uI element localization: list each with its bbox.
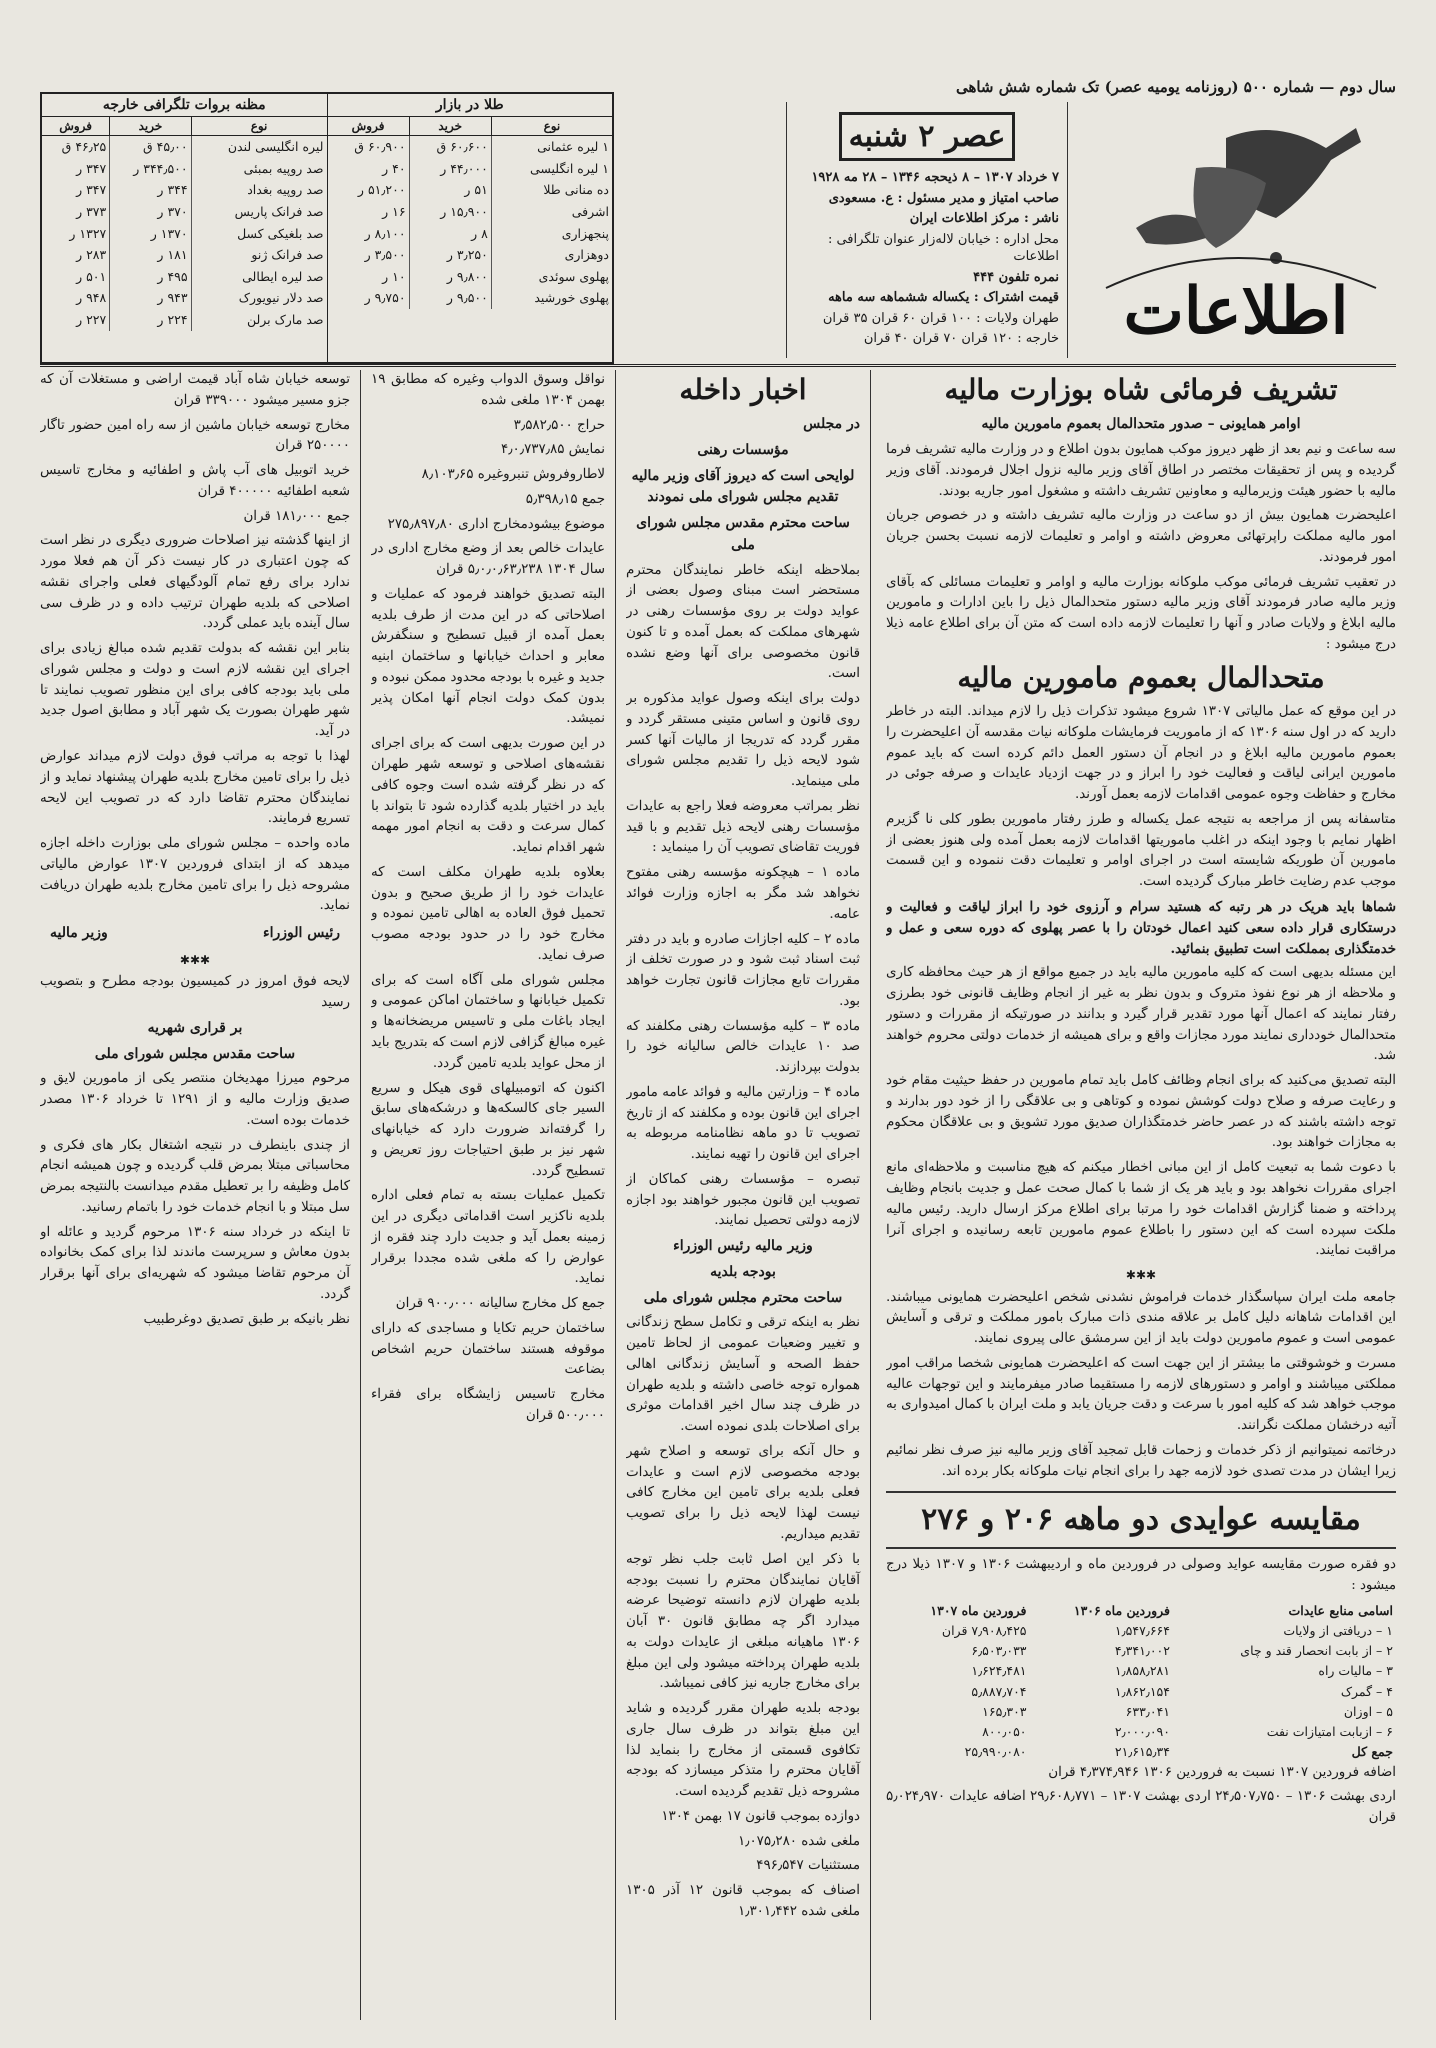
paragraph: جمع کل مخارج سالیانه ۹۰۰٫۰۰۰ قران bbox=[395, 1296, 605, 1312]
cell: ۳٫۲۵۰ ر bbox=[409, 244, 491, 266]
subhead-royal-orders: اوامر همایونی – صدور متحدالمال بعموم مامورین مالیه bbox=[981, 416, 1301, 433]
gold-header-sell: فروش bbox=[328, 117, 410, 136]
table-row bbox=[42, 266, 327, 288]
cell: ۴۵٫۰۰ ق bbox=[110, 136, 191, 158]
paragraph: دوازده بموجب قانون ۱۷ بهمن ۱۳۰۴ bbox=[661, 1808, 860, 1824]
paragraph: تکمیل عملیات بسته به تمام فعلی اداره بلدیه ناکزیر است اقداماتی دیگری در این زمینه بعمل آید و جدیت دارد چند فقره از عوارض را که ملغی شده مجددا برقرار نماید. bbox=[371, 1188, 605, 1287]
paragraph: در این موقع که عمل مالیاتی ۱۳۰۷ شروع میشود تذکرات ذیل را لازم میداند. البته در خاطر دارید که در اول سنه ۱۳۰۶ که از ماموریت فرمایشات ملوکانه نیات مقدسه آن اعلیحضرت را بعموم مامورین مالیه ابلاغ و در انجام آن دستور العمل دائم کرده است که باید عموم مامورین ایرانی لیاقت و فعالیت خود را ابراز و در جهت ازدیاد عایدات و صرفه جوئی در مخارج و حفاظت وجوه عمومی اقدامات لازمه بعمل آورند. bbox=[886, 704, 1396, 803]
paragraph: خرید اتوبیل های آب پاش و اطفائیه و مخارج تاسیس شعبه اطفائیه ۴۰۰۰۰۰ قران bbox=[40, 463, 350, 499]
subhead: لوایحی است که دیروز آقای وزیر مالیه تقدیم مجلس شورای ملی نمودند bbox=[631, 467, 855, 506]
paragraph: ماده ۲ – کلیه اجازات صادره و باید در دفتر ثبت اسناد ثبت شود و در صورت تخلف از مقررات تابع مجازات قانون تجارت خواهد بود. bbox=[626, 931, 860, 1009]
cell: ۹٫۷۵۰ ر bbox=[364, 290, 406, 306]
gold-table-title: طلا در بازار bbox=[328, 94, 613, 117]
cell: اسامی منابع عایدات bbox=[1288, 1602, 1393, 1618]
cell: ۹۴۳ ر bbox=[110, 287, 191, 309]
table-row bbox=[42, 179, 327, 201]
cell: ۸٫۱۰۰ ر bbox=[364, 225, 406, 241]
cell: ۱٫۸۶۲٫۱۵۴ bbox=[1114, 1683, 1170, 1699]
cell: لیره انگلیسی لندن bbox=[191, 136, 326, 158]
cell: ۱۵٫۹۰۰ ر bbox=[409, 201, 491, 223]
cell: ۱ لیره عثمانی bbox=[491, 136, 612, 158]
paragraph: با ذکر این اصل ثابت جلب نظر توجه آقایان نمایندگان محترم را نسبت بودجه بلدیه طهران لازم دانسته توضیحا عرضه میدارد اگر چه مطابق قانون ۳۰ آبان ۱۳۰۶ ماهیانه مبلغی از عایدات دولت به بلدیه طهران پرداخته میشود ولی این مبلغ برای مخارج جاریه نیز کافی نمیباشد. bbox=[626, 1551, 860, 1692]
paragraph: تبصره – مؤسسات رهنی کماکان از تصویب این قانون مجبور خواهند بود اجازه لازمه دولتی تحصیل نمایند. bbox=[626, 1171, 860, 1229]
cell: جمع کل bbox=[1351, 1744, 1393, 1760]
subhead: بر قراری شهریه bbox=[147, 1019, 243, 1036]
paragraph: تا اینکه در خرداد سنه ۱۳۰۶ مرحوم گردید و عائله او بدون معاش و سرپرست ماندند لذا برای کمک بخانواده آن مرحوم تقاضا میشود که شهریه‌ای برای آنها برقرار گردد. bbox=[40, 1224, 350, 1302]
table-row bbox=[42, 136, 327, 158]
newspaper-logo bbox=[1076, 108, 1396, 358]
paragraph: جمع ۵٫۳۹۸٫۱۵ bbox=[525, 491, 605, 507]
phone-line: نمره تلفون ۴۴۴ bbox=[973, 269, 1059, 285]
cell: ۵ – اوزان bbox=[1343, 1703, 1393, 1719]
paragraph: البته تصدیق می‌کنید که برای انجام وظائف کامل باید تمام مامورین در حفظ حیثیت مقام خود و رعایت صرفه و صلاح دولت کوشش نموده و کوتاهی و بی علاقگی را از خود دور بدارند و توجه داشته باشند که در عصر حاضر خدمتگذاران صدیق مورد تشویق و بی علاقگان محکوم به مجازات خواهند بود. bbox=[886, 1073, 1396, 1151]
day-label: عصر ۲ شنبه bbox=[839, 112, 1015, 161]
paragraph: از چندی باینطرف در نتیجه اشتغال بکار های فکری و محاسباتی مبتلا بمرض قلب گردیده و چون همیشه انجام کامل وظیفه را بر تعطیل مقدم میدانست بالنتیجه بمرض سل مبتلا و با انجام خدمات خود را باتمام رسانید. bbox=[40, 1137, 350, 1215]
paragraph: شماها باید هریک در هر رتبه که هستید سرام و آرزوی خود را ابراز لیاقت و فعالیت و درستکاری قرار داده سعی کنید اعمال خودتان را با عصر پهلوی که دوره سعی و عمل و خدمتگذاری بمملکت است تطبیق بنمائید. bbox=[886, 899, 1396, 957]
separator: ✱✱✱ bbox=[179, 952, 211, 967]
table-row bbox=[886, 1641, 1396, 1661]
paragraph: البته تصدیق خواهند فرمود که عملیات و اصلاحاتی که در این مدت از طرف بلدیه بعمل آمده از قبیل تسطیح و سنگفرش معابر و احداث خیابانها و ساختمان ابنیه جدید و غیره با بودجه محدود ممکن نبوده و بدون کمک دولت انجام آنها امکان پذیر نمیشد. bbox=[371, 586, 605, 727]
subscription-abroad: خارجه : ۱۲۰ قران ۷۰ قران ۴۰ قران bbox=[863, 331, 1059, 347]
revenue-table bbox=[886, 1601, 1396, 1763]
cell: ۹٫۸۰۰ ر bbox=[409, 266, 491, 288]
subhead: ساحت مقدس مجلس شورای ملی bbox=[94, 1045, 296, 1062]
cell: ۳۴۴ ر bbox=[110, 179, 191, 201]
table-row bbox=[886, 1742, 1396, 1762]
paragraph: مستثنیات ۴۹۶٫۵۴۷ bbox=[756, 1858, 860, 1874]
cell: ۲۱٫۶۱۵٫۳۴ bbox=[1114, 1744, 1170, 1760]
paragraph: اردی بهشت ۱۳۰۶ – ۲۴٫۵۰۷٫۷۵۰ اردی بهشت ۱۳۰۷ – ۲۹٫۶۰۸٫۷۷۱ اضافه عایدات ۵٫۰۲۴٫۹۷۰ قران bbox=[886, 1789, 1396, 1826]
paragraph: از اینها گذشته نیز اصلاحات ضروری دیگری در نظر است که چون اعتباری در کار نیست ذکر آن هم فعلا مورد ندارد برای رفع تمام آلودگیهای فعلی واجرای نقشه اصلاحی که بلدیه طهران ترتیب داده و در ظرف سی سال آینده باید عملی گردد. bbox=[40, 533, 350, 632]
cell: ۳۷۳ ر bbox=[76, 203, 107, 219]
owner-line: صاحب امتیاز و مدیر مسئول : ع. مسعودی bbox=[828, 190, 1059, 206]
subscription-tehran: طهران ولایات : ۱۰۰ قران ۶۰ قران ۳۵ قران bbox=[822, 310, 1059, 326]
fx-header-buy: خرید bbox=[110, 117, 191, 136]
table-row bbox=[42, 223, 327, 245]
cell: ۸۰۰٫۰۵۰ bbox=[982, 1724, 1027, 1740]
table-row bbox=[328, 179, 613, 201]
table-row bbox=[42, 158, 327, 180]
column-royal-visit bbox=[886, 370, 1396, 2020]
cell: صد بلغیکی کسل bbox=[191, 223, 326, 245]
paragraph: دولت برای اینکه وصول عواید مذکوره بر روی قانون و اساس متینی مستقر گردد و مقرر گردد که تدریجا از مالیات آنها کسر شود لایحه ذیل را تقدیم مجلس شورای ملی مینماید. bbox=[626, 691, 860, 790]
paragraph: موضوع بیشودمخارج اداری ۲۷۵٫۸۹۷٫۸۰ bbox=[387, 516, 605, 532]
cell: ۱۰ ر bbox=[382, 268, 406, 284]
paragraph: متاسفانه پس از مراجعه به نتیجه عمل یکساله و طرز رفتار مامورین بطور کلی نا گزیرم اظهار نمایم با وجود اینکه در اغلب ماموریتها اقدامات لازمه بعمل آمده ولی هنوز بعضی از مامورین آن طوریکه شایسته است در اجرای اوامر و تعلیمات دقت ننموده و این قسمت موجب عدم رضایت خاطر مبارک گردیده است. bbox=[886, 811, 1396, 890]
cell: ۱٫۶۲۴٫۴۸۱ bbox=[971, 1663, 1027, 1679]
paragraph: لایحه فوق امروز در کمیسیون بودجه مطرح و بتصویب رسید bbox=[40, 974, 350, 1011]
paragraph: جمع ۱۸۱٫۰۰۰ قران bbox=[243, 508, 350, 524]
cell: ۴٫۳۴۱٫۰۰۲ bbox=[1114, 1643, 1170, 1659]
gold-header-buy: خرید bbox=[409, 117, 491, 136]
table-row bbox=[328, 266, 613, 288]
paragraph: نمایش ۴٫۰٫۷۳۷٫۸۵ bbox=[501, 442, 605, 458]
date-line: ۷ خرداد ۱۳۰۷ – ۸ ذیحجه ۱۳۴۶ – ۲۸ مه ۱۹۲۸ bbox=[811, 170, 1059, 185]
cell: صد روپیه بغداد bbox=[191, 179, 326, 201]
cell: ۹۴۸ ر bbox=[76, 290, 107, 306]
paragraph: ساختمان حریم تکایا و مساجدی که دارای موقوفه هستند ساختمان حریم اشخاص بضاعت bbox=[371, 1320, 605, 1378]
signature-block bbox=[50, 923, 340, 945]
paragraph: بعلاوه بلدیه طهران مکلف است که عایدات خود را از طریق صحیح و بدون تحمیل فوق العاده به اهالی تامین نموده و مخارج خود را در حدود بودجه مصوب صرف نماید. bbox=[371, 864, 605, 963]
cell: ۴۰ ر bbox=[382, 160, 406, 176]
cell: پهلوی خورشید bbox=[491, 287, 612, 309]
cell: ۶٫۵۰۳٫۰۳۳ bbox=[971, 1643, 1027, 1659]
cell: ۵٫۸۸۷٫۷۰۴ bbox=[971, 1683, 1027, 1699]
cell: ۱٫۵۴۷٫۶۶۴ bbox=[1114, 1622, 1170, 1638]
cell: ۶۰٫۶۰۰ ق bbox=[409, 136, 491, 158]
gold-header-type: نوع bbox=[491, 117, 612, 136]
herald-trumpeter-icon bbox=[1076, 108, 1396, 358]
table-header-row bbox=[886, 1601, 1396, 1621]
subhead: بودجه بلدیه bbox=[710, 1263, 776, 1280]
paragraph: نظر بانیکه بر طبق تصدیق دوغرطبیب bbox=[143, 1311, 350, 1327]
cell: ۱۶ ر bbox=[382, 203, 406, 219]
paragraph: با دعوت شما به تبعیت کامل از این مبانی اخطار میکنم که هیچ مناسبت و ملاحظه‌ای مانع اجرای مقررات نخواهد بود و باید هر یک از شما با کمال صحت عمل و جدیت بانجام وظایف پرداخته و ضمنا گزارش اقدامات خود را مرتبا برای اطلاع مرکز ارسال دارید. رئیس مالیه ملکت سپرده است که این دستور را باطلاع عموم مامورین تابعه رسانیده و اجرای آنرا مراقبت نمایند. bbox=[886, 1160, 1396, 1259]
column-municipal-budget bbox=[371, 370, 616, 2020]
table-row bbox=[328, 223, 613, 245]
publisher-line: ناشر : مرکز اطلاعات ایران bbox=[909, 211, 1059, 227]
table-row bbox=[328, 287, 613, 309]
cell: ۱ – دریافتی از ولایات bbox=[1283, 1622, 1393, 1638]
table-row bbox=[328, 136, 613, 158]
paragraph: ماده ۱ – هیچکونه مؤسسه رهنی مفتوح نخواهد شد مگر به اجازه وزارت فوائد عامه. bbox=[626, 865, 861, 922]
headline-domestic-news: اخبار داخله bbox=[679, 373, 807, 406]
masthead-info bbox=[786, 102, 1068, 358]
paragraph: لاطاروفروش تنبروغیره ۸٫۱۰۳٫۶۵ bbox=[421, 467, 605, 483]
cell: پنجهزاری bbox=[491, 223, 612, 245]
cell: ۲۸۳ ر bbox=[76, 247, 107, 263]
subhead: ساحت محترم مجلس شورای ملی bbox=[643, 1289, 843, 1306]
cell: ۲٫۰۰۰٫۰۹۰ bbox=[1114, 1724, 1170, 1740]
paragraph: اصناف که بموجب قانون ۱۲ آذر ۱۳۰۵ ملغی شده ۱٫۳۰۱٫۴۴۲ bbox=[626, 1883, 860, 1919]
signature: وزیر مالیه رئیس الوزراء bbox=[673, 1238, 813, 1255]
paragraph: نواقل وسوق الدواب وغیره که مطابق ۱۹ بهمن ۱۳۰۴ ملغی شده bbox=[371, 372, 605, 408]
paragraph: اکنون که اتومبیلهای قوی هیکل و سریع السیر جای کالسکه‌ها و درشکه‌های سابق را گرفته‌اند ضرورت دارد که خیابانهای شهر نیز بر طبق احتیاجات روز تعریض و تسطیح گردد. bbox=[371, 1080, 605, 1179]
table-row bbox=[42, 201, 327, 223]
cell: ۳ – مالیات راه bbox=[1318, 1663, 1393, 1679]
cell: ۷٫۹۰۸٫۴۲۵ قران bbox=[941, 1622, 1027, 1638]
cell: ۱۸۱ ر bbox=[110, 244, 191, 266]
cell: ۲ – از بابت انحصار قند و چای bbox=[1240, 1643, 1393, 1659]
logo-text: اطلاعات bbox=[1123, 274, 1349, 349]
headline-circular: متحدالمال بعموم مامورین مالیه bbox=[957, 660, 1325, 694]
signature-right: رئیس الوزراء bbox=[263, 925, 340, 942]
table-row bbox=[886, 1702, 1396, 1722]
headline-revenue-comparison: مقایسه عوایدی دو ماهه ۲۰۶ و ۲۷۶ bbox=[886, 1491, 1396, 1550]
paragraph: درخاتمه نمیتوانیم از ذکر خدمات و زحمات قابل تمجید آقای وزیر مالیه نیز صرف نظر نمائیم زیرا ایشان در مدت تصدی خود لازمه جهد را برای انجام نیات ملوکانه بکار برده اند. bbox=[886, 1442, 1396, 1479]
cell: ۹٫۵۰۰ ر bbox=[409, 287, 491, 309]
issue-info: سال دوم — شماره ۵۰۰ (روزنامه یومیه عصر) تک شماره شش شاهی bbox=[955, 78, 1396, 96]
fx-header-sell: فروش bbox=[42, 117, 110, 136]
paragraph: مخارج توسعه خیابان ماشین از سه راه امین حضور تاگار ۲۵۰۰۰۰ قران bbox=[40, 417, 350, 454]
cell: ۴۴٫۰۰۰ ر bbox=[409, 158, 491, 180]
paragraph: جامعه ملت ایران سپاسگذار خدمات فراموش نشدنی شخص اعلیحضرت همایونی میباشند. این اقدامات شاهانه دلیل کامل بر علاقه مندی ذات مبارک بامور مملکت و ترقی و آسایش عمومی است و عموم مامورین دولت باید از این سرمشق عالی پیروی نمایند. bbox=[886, 1289, 1396, 1347]
table-row bbox=[886, 1722, 1396, 1742]
table-row bbox=[328, 244, 613, 266]
cell: اشرفی bbox=[491, 201, 612, 223]
cell: ۱۳۲۷ ر bbox=[69, 225, 107, 241]
cell: صد مارک برلن bbox=[191, 309, 326, 331]
table-row bbox=[328, 158, 613, 180]
table-row bbox=[886, 1682, 1396, 1702]
signature-left: وزیر مالیه bbox=[50, 925, 108, 942]
column-city-works bbox=[40, 370, 361, 2020]
masthead bbox=[40, 82, 1396, 367]
paragraph: ماده واحده – مجلس شورای ملی بوزارت داخله اجازه میدهد که از ابتدای فروردین ۱۳۰۷ عوارض مالیاتی مشروحه ذیل را برای تامین مخارج بلدیه طهران دریافت نماید. bbox=[40, 836, 351, 914]
cell: صد دلار نیویورک bbox=[191, 287, 326, 309]
cell: ۱۳۷۰ ر bbox=[110, 223, 191, 245]
cell: فروردین ماه ۱۳۰۷ bbox=[930, 1602, 1027, 1618]
cell: ۲۲۴ ر bbox=[110, 309, 191, 331]
cell: ۳۷۰ ر bbox=[110, 201, 191, 223]
cell: ۳۴۷ ر bbox=[76, 160, 107, 176]
paragraph: اضافه فروردین ۱۳۰۷ نسبت به فروردین ۱۳۰۶ ۴٫۳۷۴٫۹۴۶ قران bbox=[1048, 1764, 1396, 1780]
paragraph: ماده ۴ – وزارتین مالیه و فوائد عامه مامور اجرای این قانون بوده و مکلفند که از تاریخ تصویب تا دو ماهه نظامنامه مربوطه به اجرای این قانون را تهیه نمایند. bbox=[626, 1084, 860, 1163]
paragraph: این مسئله بدیهی است که کلیه مامورین مالیه باید در جمیع مواقع از هر حیث محافظه کاری و ملاحظه از هر نوع نفوذ متروک و بدون نظر به غیر از انجام وظایف قانونی خود بطرزی رفتار نمایند که اعمال آنها مورد تقدیر قرار گیرد و بدانند در صورتیکه از مقررات و دستور متحدالمال خودداری نمایند مورد مجازات واقع و برای همیشه از خدمات دولتی محروم خواهند شد. bbox=[886, 965, 1396, 1064]
cell: دوهزاری bbox=[491, 244, 612, 266]
cell: ۴ – گمرک bbox=[1340, 1683, 1393, 1699]
paragraph: و حال آنکه برای توسعه و اصلاح شهر بودجه مخصوصی لازم است و عایدات فعلی بلدیه برای تامین این مخارج کافی نیست لهذا لایحه ذیل را برای تصویب تقدیم میداریم. bbox=[626, 1443, 860, 1542]
subhead: مؤسسات رهنی bbox=[697, 442, 789, 459]
cell: ۴۶٫۲۵ ق bbox=[61, 139, 107, 154]
paragraph: بنابر این نقشه که بدولت تقدیم شده مبالغ زیادی برای اجرای این نقشه لازم است و دولت و مجلس شورای ملی باید بودجه کافی برای این منظور تصویب نمایند تا شهر طهران بصورت یک شهر آباد و مطابق اصول جدید در آید. bbox=[40, 641, 350, 740]
paragraph: توسعه خیابان شاه آباد قیمت اراضی و مستغلات آن که جزو مسیر میشود ۳۳۹۰۰۰ قران bbox=[40, 372, 350, 408]
paragraph: ماده ۳ – کلیه مؤسسات رهنی مکلفند که صد ۱۰ عایدات خالص سالیانه خود را بدولت بپردازند. bbox=[626, 1018, 860, 1076]
paragraph: بملاحظه اینکه خاطر نمایندگان محترم مستحضر است مبنای وصول بعضی از عواید دولت بر روی مؤسسات رهنی در شهرهای مملکت که بعمل آمده و تا کنون قانون مخصوصی برای آنها وضع نشده است. bbox=[626, 562, 860, 682]
cell: صد فرانک پاریس bbox=[191, 201, 326, 223]
table-row bbox=[42, 244, 327, 266]
fx-table-title: مظنه بروات تلگرافی خارجه bbox=[42, 94, 327, 117]
column-domestic-news bbox=[626, 370, 871, 2020]
paragraph: در تعقیب تشریف فرمائی موکب ملوکانه بوزارت مالیه و اوامر و تعلیمات مسائلی که بآقای وزیر مالیه صادر فرمودند آقای وزیر مالیه دستور متحدالمال ذیل را باین ادارات و مامورین مالیه ابلاغ و ولایات صادر و آنها را تعلیمات لازمه داده است که متن آن برای اطلاع عامه ذیلا درج میشود : bbox=[886, 574, 1396, 652]
paragraph: مخارج تاسیس زایشگاه برای فقراء ۵۰۰٫۰۰۰ قران bbox=[371, 1387, 605, 1423]
cell: ۳٫۵۰۰ ر bbox=[364, 247, 406, 263]
paragraph: ملغی شده ۱٫۰۷۵٫۲۸۰ bbox=[737, 1833, 860, 1849]
cell: ده منانی طلا bbox=[491, 179, 612, 201]
cell: صد روپیه بمبئی bbox=[191, 158, 326, 180]
cell: ۱۶۵٫۳۰۳ bbox=[982, 1703, 1027, 1719]
paragraph: نظر بمراتب معروضه فعلا راجع به عایدات مؤسسات رهنی لایحه ذیل تقدیم و با قید فوریت تقاضای تصویب آن را مینماید : bbox=[626, 798, 860, 856]
cell: ۱٫۸۵۸٫۲۸۱ bbox=[1114, 1663, 1170, 1679]
cell: ۵۰۱ ر bbox=[76, 268, 107, 284]
paragraph: مجلس شورای ملی آگاه است که برای تکمیل خیابانها و ساختمان اماکن عمومی و ایجاد باغات ملی و تاسیس مریضخانه‌ها و غیره مبالغ گزافی لازم است که بتدریج باید از محل عواید بلدیه تامین گردد. bbox=[371, 972, 605, 1071]
paragraph: اعلیحضرت همایون بیش از دو ساعت در وزارت مالیه تشریف داشته و در خصوص جریان امور مالیه مملکت راپرتهائی معروض داشته و اوامر و تعلیمات لازمه نسبت بحسن جریان امور فرمودند. bbox=[886, 508, 1396, 565]
subscription-title: قیمت اشتراک : یکساله ششماهه سه ماهه bbox=[828, 290, 1059, 306]
article-columns bbox=[40, 370, 1396, 2020]
table-row bbox=[886, 1661, 1396, 1681]
cell: ۲۲۷ ر bbox=[76, 312, 107, 327]
cell: ۴۹۵ ر bbox=[110, 266, 191, 288]
cell: صد لیره ایطالی bbox=[191, 266, 326, 288]
subhead: ساحت محترم مقدس مجلس شورای ملی bbox=[636, 515, 850, 553]
cell: صد فرانک ژنو bbox=[191, 244, 326, 266]
cell: ۸ ر bbox=[409, 223, 491, 245]
table-row bbox=[886, 1621, 1396, 1641]
table-row bbox=[328, 201, 613, 223]
paragraph: دو فقره صورت مقایسه عواید وصولی در فروردین ماه و اردیبهشت ۱۳۰۶ و ۱۳۰۷ ذیلا درج میشود : bbox=[886, 1557, 1396, 1593]
gold-table bbox=[327, 94, 613, 362]
cell: ۵۱٫۲۰۰ ر bbox=[357, 182, 406, 198]
paragraph: لهذا با توجه به مراتب فوق دولت لازم میداند عوارض ذیل را برای تامین مخارج بلدیه طهران پیشنهاد نماید و از نمایندگان محترم تقاضا دارد که در تصویب این لایحه تسریع فرمایند. bbox=[40, 749, 350, 827]
table-row bbox=[42, 309, 327, 331]
cell: ۶۰٫۹۰۰ ق bbox=[354, 139, 406, 154]
office-line: محل اداره : خیابان لاله‌زار عنوان تلگرافی : اطلاعات bbox=[827, 231, 1059, 265]
paragraph: بودجه بلدیه طهران مقرر گردیده و شاید این مبلغ بتواند در ظرف سال جاری تکافوی قسمتی از مخارج را بنماید لذا آقایان محترم را متذکر میسازد که بودجه مشروحه ذیل تقدیم گردیده است. bbox=[626, 1701, 860, 1800]
price-tables bbox=[40, 92, 614, 364]
paragraph: مسرت و خوشوقتی ما بیشتر از این جهت است که اعلیحضرت همایونی شخصا مراقب امور مملکتی میباشند و اوامر و دستورهای لازمه را مستقیما صادر میفرمایند و این توجهات عالیه موجب خواهد شد که کلیه امور با سرعت و دقت جریان یابد و ملت ایران با کمال امیدواری به آتیه درخشان مملکت نگرانند. bbox=[886, 1355, 1396, 1434]
paragraph: حراج ۳٫۵۸۲٫۵۰۰ bbox=[513, 417, 605, 433]
cell: ۲۵٫۹۹۰٫۰۸۰ bbox=[964, 1744, 1027, 1760]
fx-table bbox=[42, 94, 327, 362]
paragraph: سه ساعت و نیم بعد از ظهر دیروز موکب همایون بدون اطلاع و در وزارت مالیه تشریف فرما گردیده و پس از تحقیقات مختصر در اطاق آقای وزیر مالیه نزول اجلال فرمودند. آقای وزیر مالیه با حضور هیئت وزیرمالیه و معاونین تشریف داشته و مشغول امور جاریه بودند. bbox=[886, 442, 1396, 499]
paragraph: عایدات خالص بعد از وضع مخارج اداری در سال ۱۳۰۴ ۵٫۰٫۰٫۶۳٫۲۳۸ قران bbox=[371, 541, 605, 578]
cell: ۳۴۴٫۵۰۰ ر bbox=[110, 158, 191, 180]
fx-header-type: نوع bbox=[191, 117, 326, 136]
cell: پهلوی سوئدی bbox=[491, 266, 612, 288]
cell: ۶ – ازبابت امتیازات نفت bbox=[1266, 1724, 1393, 1740]
paragraph: نظر به اینکه ترقی و تکامل سطح زندگانی و تغییر وضعیات عمومی از لحاظ تامین حفظ الصحه و آسایش زندگانی اهالی همواره توجه خاصی داشته و بلدیه طهران در ظرف چند سال اخیر اقدامات موثری برای اصلاحات بلدی نموده است. bbox=[626, 1315, 860, 1435]
cell: فروردین ماه ۱۳۰۶ bbox=[1073, 1602, 1170, 1618]
paragraph: مرحوم میرزا مهدیخان منتصر یکی از مامورین لایق و صدیق وزارت مالیه و از ۱۲۹۱ تا خرداد ۱۳۰۶ مصدر خدمات بوده است. bbox=[40, 1071, 351, 1128]
table-row bbox=[42, 287, 327, 309]
cell: ۱ لیره انگلیسی bbox=[491, 158, 612, 180]
section-label: در مجلس bbox=[803, 416, 860, 433]
paragraph: در این صورت بدیهی است که برای اجرای نقشه‌های اصلاحی و توسعه شهر طهران که در نظر گرفته شده است وجوه کافی باید در اختیار بلدیه گذارده شود تا بتواند با کمال سرعت و دقت به انجام امور مهمه شهر اقدام نماید. bbox=[371, 736, 605, 856]
cell: ۶۳۳٫۰۴۱ bbox=[1125, 1703, 1170, 1719]
separator: ✱✱✱ bbox=[1125, 1268, 1157, 1283]
cell: ۳۴۷ ر bbox=[76, 182, 107, 198]
cell: ۵۱ ر bbox=[409, 179, 491, 201]
headline-royal-visit: تشریف فرمائی شاه بوزارت مالیه bbox=[944, 373, 1338, 406]
